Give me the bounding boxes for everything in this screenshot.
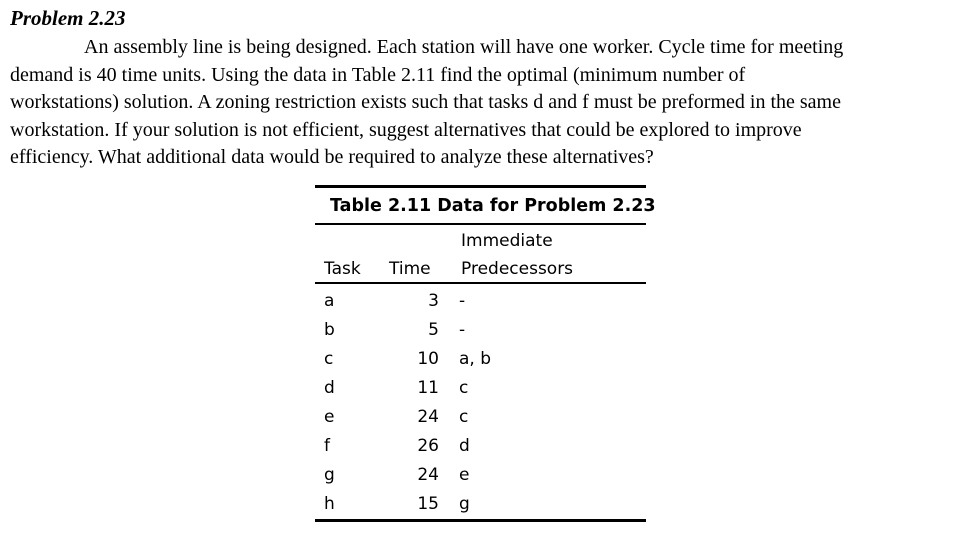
cell-time: 10 [417,349,439,369]
header-predecessors-line2: Predecessors [461,259,574,279]
cell-time: 24 [417,465,439,485]
problem-line-5: efficiency. What additional data would be required to analyze these alternatives? [10,146,654,168]
cell-time: 3 [428,291,439,311]
table-top-rule [315,185,646,188]
cell-predecessors: - [459,320,466,340]
problem-line-3: workstations) solution. A zoning restriction exists such that tasks d and f must be preformed in the same [10,91,841,113]
header-time: Time [389,259,431,279]
cell-predecessors: - [459,291,466,311]
table-row [315,349,646,378]
cell-task: e [324,407,335,427]
table-caption: Table 2.11 Data for Problem 2.23 [330,196,656,216]
table-row [315,407,646,436]
cell-task: f [324,436,330,456]
cell-time: 24 [417,407,439,427]
table-bottom-rule [315,519,646,522]
header-task: Task [324,259,361,279]
table-caption-rule [315,223,646,225]
table-row [315,436,646,465]
cell-task: g [324,465,335,485]
cell-predecessors: e [459,465,470,485]
cell-predecessors: g [459,494,470,514]
cell-task: b [324,320,335,340]
problem-line-2: demand is 40 time units. Using the data in Table 2.11 find the optimal (minimum number of [10,63,746,86]
table-row [315,320,646,349]
cell-predecessors: c [459,407,469,427]
table-header-rule [315,282,646,284]
table-row [315,465,646,494]
cell-time: 26 [417,436,439,456]
problem-line-1: An assembly line is being designed. Each station will have one worker. Cycle time for meeting [84,36,844,58]
cell-task: a [324,291,335,311]
cell-task: h [324,494,335,514]
table-row [315,291,646,320]
table-row [315,378,646,407]
cell-time: 15 [417,494,439,514]
cell-task: d [324,378,335,398]
cell-time: 5 [428,320,439,340]
cell-task: c [324,349,334,369]
cell-predecessors: d [459,436,470,456]
problem-line-4: workstation. If your solution is not efficient, suggest alternatives that could be explored to improve [10,118,802,141]
cell-predecessors: c [459,378,469,398]
cell-predecessors: a, b [459,349,492,369]
header-predecessors-line1: Immediate [461,231,553,251]
problem-statement [10,34,945,172]
cell-time: 11 [417,378,439,398]
problem-title: Problem 2.23 [10,6,126,30]
